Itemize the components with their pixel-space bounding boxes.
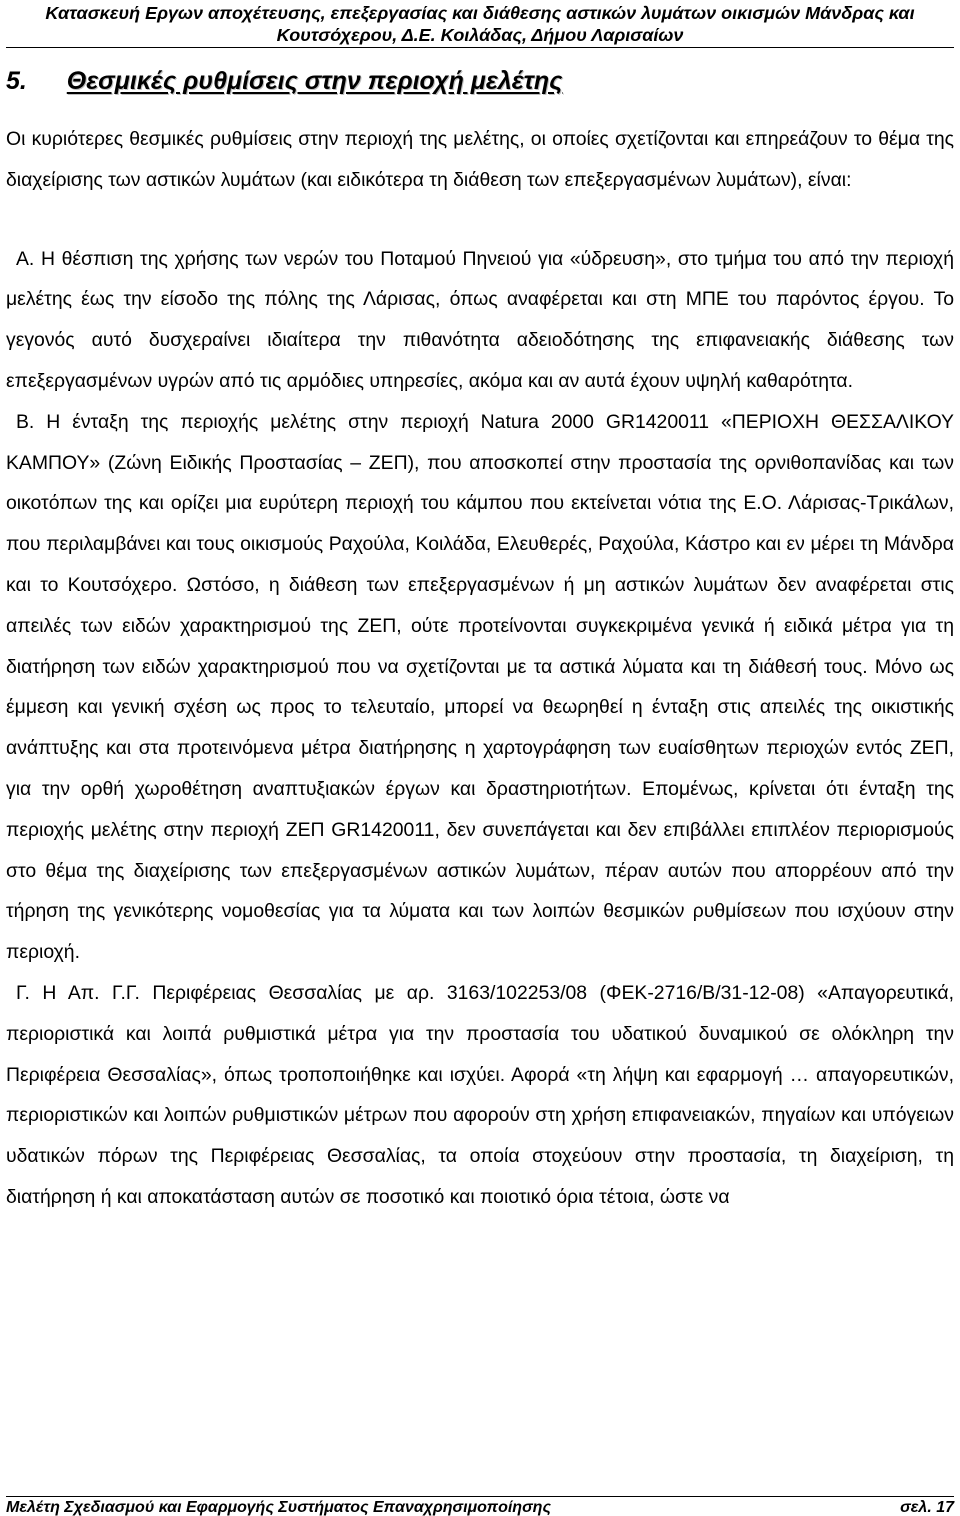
section-number: 5. — [6, 67, 27, 95]
section-heading — [6, 64, 562, 98]
section-title: Θεσμικές ρυθμίσεις στην περιοχή μελέτης — [66, 67, 563, 95]
body-content — [6, 119, 954, 1218]
footer-title: Μελέτη Σχεδιασμού και Εφαρμογής Συστήματος Επαναχρησιμοποίησης — [6, 1499, 551, 1516]
page-header — [0, 2, 960, 46]
intro-paragraph: Οι κυριότερες θεσμικές ρυθμίσεις στην περιοχή της μελέτης, οι οποίες σχετίζονται και επηρεάζουν το θέμα της διαχείρισης των αστικών λυμάτων (και ειδικότερα τη διάθεση των επεξεργασμένων λυμάτων), είναι: — [6, 128, 954, 191]
header-line-2: Κουτσόχερου, Δ.Ε. Κοιλάδας, Δήμου Λαρισαίων — [276, 25, 684, 45]
footer-divider — [6, 1496, 954, 1497]
page-footer — [6, 1499, 954, 1516]
header-line-1: Κατασκευή Εργων αποχέτευσης, επεξεργασίας και διάθεσης αστικών λυμάτων οικισμών Μάνδρας και — [45, 3, 915, 23]
item-b-paragraph: Β. Η ένταξη της περιοχής μελέτης στην περιοχή Natura 2000 GR1420011 «ΠΕΡΙΟΧΗ ΘΕΣΣΑΛΙΚΟΥ ΚΑΜΠΟΥ» (Ζώνη Ειδικής Προστασίας – ΖΕΠ), που αποσκοπεί στην προστασία της ορνιθοπανίδας και των οικοτόπων της και ορίζει μια ευρύτερη περιοχή του κάμπου που εκτείνεται νότια της Ε.Ο. Λάρισας-Τρικάλων, που περιλαμβάνει και τους οικισμούς Ραχούλα, Κοιλάδα, Ελευθερές, Ραχούλα, Κάστρο και εν μέρει τη Μάνδρα και το Κουτσόχερο. Ωστόσο, η διάθεση των επεξεργασμένων ή μη αστικών λυμάτων δεν αναφέρεται στις απειλές των ειδών χαρακτηρισμού της ΖΕΠ, ούτε προτείνονται συγκεκριμένα γενικά ή ειδικά μέτρα για τη διατήρηση των ειδών χαρακτηρισμού που να σχετίζονται με τα αστικά λύματα και τη διάθεσή τους. Μόνο ως έμμεση και γενική σχέση ως προς το τελευταίο, μπορεί να θεωρηθεί η ένταξη στις απειλές της οικιστικής ανάπτυξης και στα προτεινόμενα μέτρα διατήρησης η χαρτογράφηση των ευαίσθητων περιοχών εντός ΖΕΠ, για την ορθή χωροθέτηση αναπτυξιακών έργων και δραστηριοτήτων. Επομένως, κρίνεται ότι ένταξη της περιοχής μελέτης στην περιοχή ΖΕΠ GR1420011, δεν συνεπάγεται και δεν επιβάλλει επιπλέον περιορισμούς στο θέμα της διαχείρισης των επεξεργασμένων αστικών λυμάτων, πέραν αυτών που απορρέουν από την τήρηση της γενικότερης νομοθεσίας για τα λύματα και των λοιπών θεσμικών ρυθμίσεων που ισχύουν στην περιοχή. — [6, 410, 954, 964]
page-number: σελ. 17 — [900, 1499, 954, 1516]
header-divider — [6, 47, 954, 48]
item-a-paragraph: Α. Η θέσπιση της χρήσης των νερών του Ποταμού Πηνειού για «ύδρευση», στο τμήμα του από την περιοχή μελέτης έως την είσοδο της πόλης της Λάρισας, όπως αναφέρεται και στη ΜΠΕ του παρόντος έργου. Το γεγονός αυτό δυσχεραίνει ιδιαίτερα την πιθανότητα αδειοδότησης της επιφανειακής διάθεσης των επεξεργασμένων υγρών από τις αρμόδιες υπηρεσίες, ακόμα και αν αυτά έχουν υψηλή καθαρότητα. — [6, 247, 954, 392]
item-c-paragraph: Γ. Η Απ. Γ.Γ. Περιφέρειας Θεσσαλίας με αρ. 3163/102253/08 (ΦΕΚ-2716/Β/31-12-08) «Απαγορευτικά, περιοριστικά και λοιπά ρυθμιστικά μέτρα για την προστασία του υδατικού δυναμικού σε ολόκληρη την Περιφέρεια Θεσσαλίας», όπως τροποποιήθηκε και ισχύει. Αφορά «τη λήψη και εφαρμογή … απαγορευτικών, περιοριστικών και λοιπών ρυθμιστικών μέτρων που αφορούν στη χρήση επιφανειακών, πηγαίων και υπόγειων υδατικών πόρων της Περιφέρειας Θεσσαλίας, τα οποία στοχεύουν στην προστασία, τη διαχείριση, τη διατήρηση ή και αποκατάσταση αυτών σε ποσοτικό και ποιοτικό όρια τέτοια, ώστε να — [6, 981, 954, 1208]
